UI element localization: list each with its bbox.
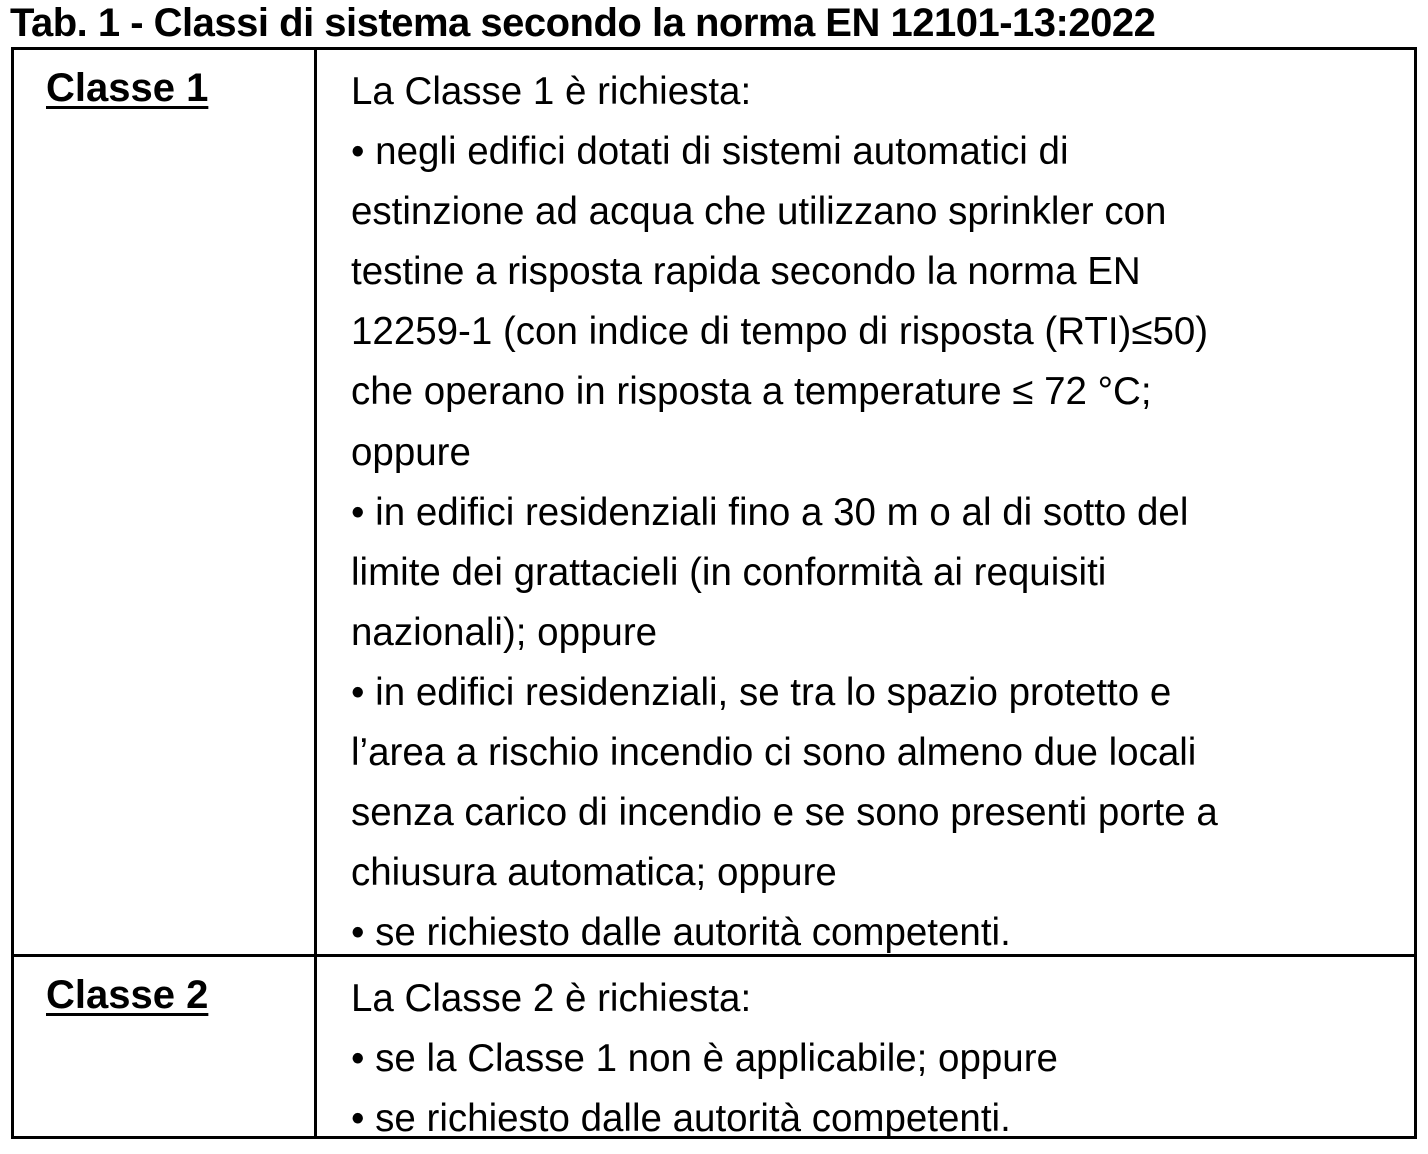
- class-label: Classe 2: [46, 973, 209, 1017]
- requirement-line: 12259-1 (con indice di tempo di risposta (RTI)≤50): [351, 310, 1209, 354]
- requirement-line: oppure: [351, 430, 471, 474]
- requirements-cell: [351, 969, 1401, 1149]
- requirement-line: estinzione ad acqua che utilizzano sprinkler con: [351, 190, 1167, 234]
- class-cell: [14, 957, 317, 1139]
- requirement-line: • in edifici residenziali, se tra lo spazio protetto e: [351, 670, 1172, 714]
- requirement-line: La Classe 2 è richiesta:: [351, 977, 752, 1020]
- class-cell: [14, 50, 317, 954]
- system-classes-table: [11, 47, 1417, 1139]
- table-row: [14, 50, 1414, 957]
- requirement-line: senza carico di incendio e se sono presenti porte a: [351, 791, 1218, 835]
- requirement-line: testine a risposta rapida secondo la norma EN: [351, 250, 1141, 294]
- table-row: [14, 957, 1414, 1139]
- requirement-line: La Classe 1 è richiesta:: [351, 70, 752, 113]
- requirement-line: • in edifici residenziali fino a 30 m o al di sotto del: [351, 490, 1189, 534]
- table-title: Tab. 1 - Classi di sistema secondo la norma EN 12101-13:2022: [10, 1, 1156, 45]
- requirement-line: l’area a rischio incendio ci sono almeno due locali: [351, 731, 1197, 775]
- class-label: Classe 1: [46, 66, 209, 110]
- requirement-line: • se la Classe 1 non è applicabile; oppure: [351, 1037, 1058, 1080]
- requirements-cell: [351, 62, 1401, 963]
- requirement-line: • se richiesto dalle autorità competenti.: [351, 911, 1011, 955]
- requirement-line: chiusura automatica; oppure: [351, 851, 837, 895]
- requirement-line: nazionali); oppure: [351, 610, 658, 654]
- requirement-line: che operano in risposta a temperature ≤ 72 °C;: [351, 370, 1152, 414]
- requirement-line: • negli edifici dotati di sistemi automatici di: [351, 130, 1069, 174]
- requirement-line: • se richiesto dalle autorità competenti.: [351, 1097, 1011, 1140]
- requirement-line: limite dei grattacieli (in conformità ai requisiti: [351, 550, 1107, 594]
